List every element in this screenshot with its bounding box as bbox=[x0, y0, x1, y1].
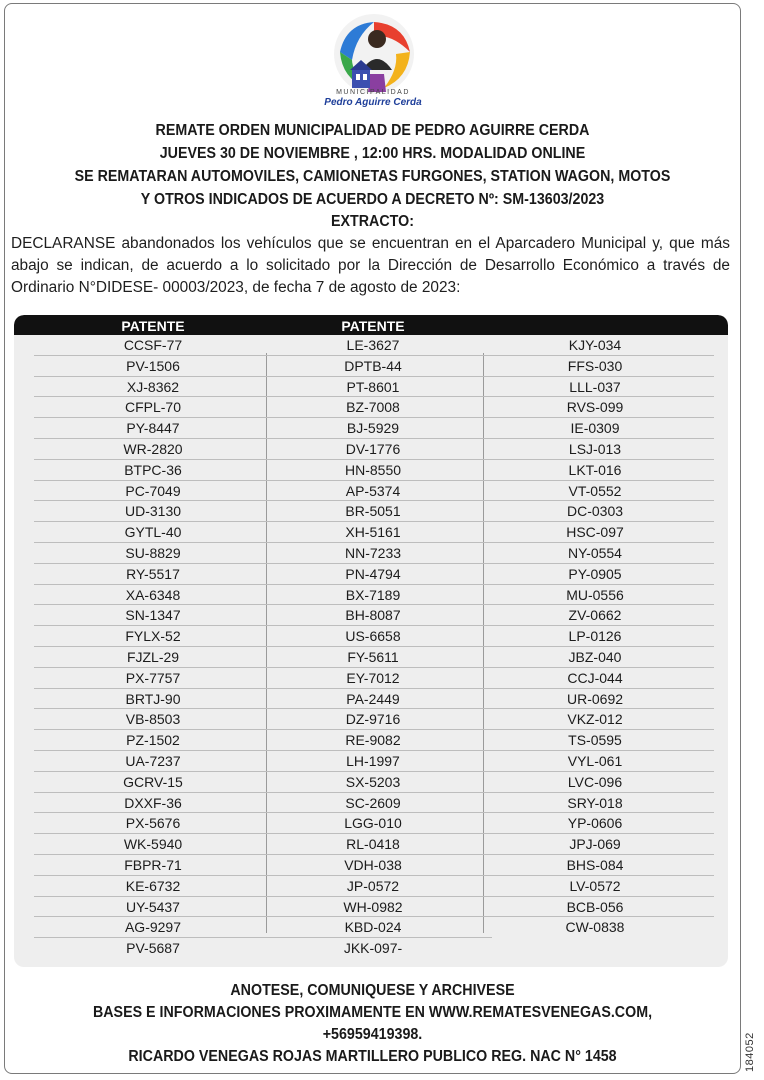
plate-cell: EY-7012 bbox=[254, 668, 492, 689]
plate-cell: SX-5203 bbox=[254, 772, 492, 793]
plate-cell: WH-0982 bbox=[254, 897, 492, 918]
plate-cell: CCSF-77 bbox=[34, 335, 272, 356]
plate-cell: PT-8601 bbox=[254, 377, 492, 398]
header-line-3: SE REMATARAN AUTOMOVILES, CAMIONETAS FURGONES, STATION WAGON, MOTOS bbox=[74, 168, 671, 185]
plate-cell: VB-8503 bbox=[34, 709, 272, 730]
plate-cell: BHS-084 bbox=[476, 855, 714, 876]
plate-cell: US-6658 bbox=[254, 626, 492, 647]
plate-cell: RY-5517 bbox=[34, 564, 272, 585]
table-header bbox=[14, 315, 728, 335]
plate-cell: CFPL-70 bbox=[34, 397, 272, 418]
plate-cell: LLL-037 bbox=[476, 377, 714, 398]
plates-column-1 bbox=[34, 335, 272, 959]
plate-cell: LGG-010 bbox=[254, 813, 492, 834]
header-line-4: Y OTROS INDICADOS DE ACUERDO A DECRETO Nº: SM-13603/2023 bbox=[140, 191, 605, 208]
plate-cell: DXXF-36 bbox=[34, 793, 272, 814]
plates-table bbox=[14, 315, 728, 967]
plate-cell: UD-3130 bbox=[34, 501, 272, 522]
logo-name: Pedro Aguirre Cerda bbox=[324, 97, 422, 108]
plate-cell: SU-8829 bbox=[34, 543, 272, 564]
plate-cell: BH-8087 bbox=[254, 605, 492, 626]
plate-cell: LH-1997 bbox=[254, 751, 492, 772]
plate-cell: UA-7237 bbox=[34, 751, 272, 772]
plate-cell: WR-2820 bbox=[34, 439, 272, 460]
plate-cell: GYTL-40 bbox=[34, 522, 272, 543]
plate-cell: PY-8447 bbox=[34, 418, 272, 439]
header-line-2: JUEVES 30 DE NOVIEMBRE , 12:00 HRS. MODALIDAD ONLINE bbox=[159, 145, 586, 162]
plate-cell: DV-1776 bbox=[254, 439, 492, 460]
plate-cell: PN-4794 bbox=[254, 564, 492, 585]
plate-cell: FBPR-71 bbox=[34, 855, 272, 876]
plate-cell: PA-2449 bbox=[254, 689, 492, 710]
plate-cell: PY-0905 bbox=[476, 564, 714, 585]
plate-cell: IE-0309 bbox=[476, 418, 714, 439]
plate-cell: UY-5437 bbox=[34, 897, 272, 918]
plate-cell: MU-0556 bbox=[476, 585, 714, 606]
plate-cell: DPTB-44 bbox=[254, 356, 492, 377]
plate-cell: PV-1506 bbox=[34, 356, 272, 377]
plates-column-3 bbox=[476, 335, 714, 938]
plate-cell: GCRV-15 bbox=[34, 772, 272, 793]
plate-cell: PX-5676 bbox=[34, 813, 272, 834]
plate-cell: BZ-7008 bbox=[254, 397, 492, 418]
plate-cell: FFS-030 bbox=[476, 356, 714, 377]
plate-cell: PC-7049 bbox=[34, 481, 272, 502]
plate-cell: LP-0126 bbox=[476, 626, 714, 647]
plate-cell: LV-0572 bbox=[476, 876, 714, 897]
plate-cell: HN-8550 bbox=[254, 460, 492, 481]
header-line-1: REMATE ORDEN MUNICIPALIDAD DE PEDRO AGUIRRE CERDA bbox=[155, 122, 590, 139]
plate-cell: PV-5687 bbox=[126, 940, 180, 957]
plate-cell: LSJ-013 bbox=[476, 439, 714, 460]
plate-cell: SC-2609 bbox=[254, 793, 492, 814]
plate-cell: XH-5161 bbox=[254, 522, 492, 543]
plate-cell: DC-0303 bbox=[476, 501, 714, 522]
plate-cell: CCJ-044 bbox=[476, 668, 714, 689]
plate-cell: BJ-5929 bbox=[254, 418, 492, 439]
declaration-paragraph: DECLARANSE abandonados los vehículos que se encuentran en el Aparcadero Municipal y, que más abajo se indican, de acuerdo a lo solicitado por la Dirección de Desarrollo Económico a través de Ordinario N°DIDESE- 00003/2023, de fecha 7 de agosto de 2023: bbox=[11, 235, 730, 296]
plate-cell: LVC-096 bbox=[476, 772, 714, 793]
plate-cell: NY-0554 bbox=[476, 543, 714, 564]
plate-cell: BX-7189 bbox=[254, 585, 492, 606]
plate-cell: KJY-034 bbox=[476, 335, 714, 356]
plate-cell: KBD-024 bbox=[254, 917, 492, 938]
extracto-heading: EXTRACTO: bbox=[331, 213, 414, 230]
plate-cell: XJ-8362 bbox=[34, 377, 272, 398]
plate-cell: TS-0595 bbox=[476, 730, 714, 751]
plate-cell: VDH-038 bbox=[254, 855, 492, 876]
plate-cell: JP-0572 bbox=[254, 876, 492, 897]
plate-cell: ZV-0662 bbox=[476, 605, 714, 626]
plate-cell: JBZ-040 bbox=[476, 647, 714, 668]
plate-cell: BRTJ-90 bbox=[34, 689, 272, 710]
plate-cell: VYL-061 bbox=[476, 751, 714, 772]
plate-cell: RVS-099 bbox=[476, 397, 714, 418]
plates-column-2 bbox=[254, 335, 492, 959]
plate-cell: HSC-097 bbox=[476, 522, 714, 543]
plate-cell: VKZ-012 bbox=[476, 709, 714, 730]
plate-cell: JKK-097- bbox=[343, 940, 403, 957]
plate-cell: BCB-056 bbox=[476, 897, 714, 918]
plate-cell: FYLX-52 bbox=[34, 626, 272, 647]
plate-cell: JPJ-069 bbox=[476, 834, 714, 855]
plate-cell: PX-7757 bbox=[34, 668, 272, 689]
plate-cell: LKT-016 bbox=[476, 460, 714, 481]
ad-code: 184052 bbox=[744, 1032, 756, 1072]
plate-cell: XA-6348 bbox=[34, 585, 272, 606]
plate-cell: BR-5051 bbox=[254, 501, 492, 522]
plate-cell: NN-7233 bbox=[254, 543, 492, 564]
footer-line-1: ANOTESE, COMUNIQUESE Y ARCHIVESE bbox=[230, 982, 515, 999]
footer-line-4: RICARDO VENEGAS ROJAS MARTILLERO PUBLICO REG. NAC N° 1458 bbox=[128, 1048, 617, 1065]
plate-cell: SRY-018 bbox=[476, 793, 714, 814]
plate-cell: SN-1347 bbox=[34, 605, 272, 626]
plate-cell: AG-9297 bbox=[34, 917, 272, 938]
plate-cell: WK-5940 bbox=[34, 834, 272, 855]
plate-cell: RE-9082 bbox=[254, 730, 492, 751]
plate-cell: FJZL-29 bbox=[34, 647, 272, 668]
plate-cell: YP-0606 bbox=[476, 813, 714, 834]
plate-cell: AP-5374 bbox=[254, 481, 492, 502]
plate-cell: CW-0838 bbox=[565, 919, 625, 936]
header-patente-1: PATENTE bbox=[121, 318, 185, 334]
plate-cell: BTPC-36 bbox=[34, 460, 272, 481]
plate-cell: LE-3627 bbox=[254, 335, 492, 356]
footer-line-2: BASES E INFORMACIONES PROXIMAMENTE EN WWW.REMATESVENEGAS.COM, bbox=[92, 1004, 653, 1021]
plate-cell: PZ-1502 bbox=[34, 730, 272, 751]
plate-cell: FY-5611 bbox=[254, 647, 492, 668]
header-patente-2: PATENTE bbox=[341, 318, 405, 334]
plate-cell: DZ-9716 bbox=[254, 709, 492, 730]
plate-cell: KE-6732 bbox=[34, 876, 272, 897]
footer-phone: +56959419398. bbox=[322, 1026, 423, 1043]
plate-cell: VT-0552 bbox=[476, 481, 714, 502]
plate-cell: RL-0418 bbox=[254, 834, 492, 855]
logo-subtitle: MUNICIPALIDAD bbox=[336, 89, 410, 96]
plate-cell: UR-0692 bbox=[476, 689, 714, 710]
